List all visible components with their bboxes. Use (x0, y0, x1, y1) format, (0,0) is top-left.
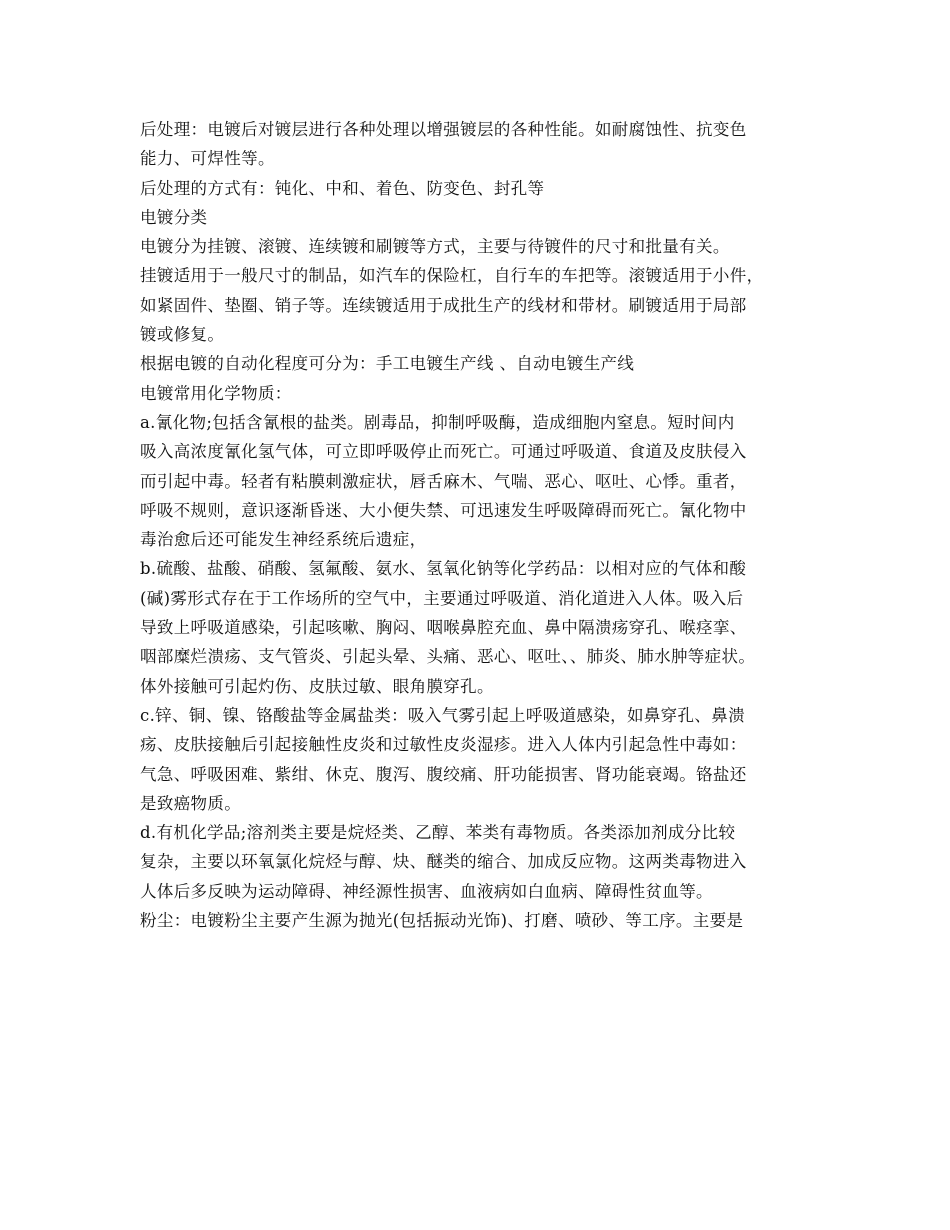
text-line: 能力、可焊性等。 (140, 149, 275, 169)
text-line: 电镀分为挂镀、滚镀、连续镀和刷镀等方式，主要与待镀件的尺寸和批量有关。 (140, 237, 730, 257)
text-line: 复杂，主要以环氧氯化烷烃与醇、炔、醚类的缩合、加成反应物。这两类毒物进入 (140, 852, 747, 872)
text-line: 体外接触可引起灼伤、皮肤过敏、眼角膜穿孔。 (140, 676, 494, 696)
text-line: 电镀常用化学物质： (140, 383, 292, 403)
text-line: 导致上呼吸道感染，引起咳嗽、胸闷、咽喉鼻腔充血、鼻中隔溃疡穿孔、喉痉挛、 (140, 618, 747, 638)
text-line: 咽部糜烂溃疡、支气管炎、引起头晕、头痛、恶心、呕吐、、肺炎、肺水肿等症状。 (140, 647, 756, 667)
text-line: 疡、皮肤接触后引起接触性皮炎和过敏性皮炎湿疹。进入人体内引起急性中毒如： (140, 735, 747, 755)
text-line: 呼吸不规则，意识逐渐昏迷、大小便失禁、可迅速发生呼吸障碍而死亡。氰化物中 (140, 500, 747, 520)
text-line: 气急、呼吸困难、紫绀、休克、腹泻、腹绞痛、肝功能损害、肾功能衰竭。铬盐还 (140, 764, 747, 784)
text-line: 后处理：电镀后对镀层进行各种处理以增强镀层的各种性能。如耐腐蚀性、抗变色 (140, 120, 747, 139)
text-line: 吸入高浓度氰化氢气体，可立即呼吸停止而死亡。可通过呼吸道、食道及皮肤侵入 (140, 442, 747, 462)
text-line: 毒治愈后还可能发生神经系统后遗症， (140, 530, 427, 550)
text-line: 是致癌物质。 (140, 793, 242, 813)
text-line: 粉尘：电镀粉尘主要产生源为抛光(包括振动光饰)、打磨、喷砂、等工序。主要是 (140, 911, 744, 931)
text-line: a.氰化物;包括含氰根的盐类。剧毒品，抑制呼吸酶，造成细胞内窒息。短时间内 (140, 412, 735, 432)
text-line: 镀或修复。 (140, 325, 225, 345)
text-line: 后处理的方式有：钝化、中和、着色、防变色、封孔等 (140, 178, 545, 198)
text-line: b.硫酸、盐酸、硝酸、氢氟酸、氨水、氢氧化钠等化学药品：以相对应的气体和酸 (140, 559, 747, 579)
text-line: 电镀分类 (140, 207, 208, 227)
text-line: d.有机化学品;溶剂类主要是烷烃类、乙醇、苯类有毒物质。各类添加剂成分比较 (140, 823, 736, 843)
document-body (140, 115, 830, 935)
text-line: 如紧固件、垫圈、销子等。连续镀适用于成批生产的线材和带材。刷镀适用于局部 (140, 295, 747, 315)
text-line: 根据电镀的自动化程度可分为：手工电镀生产线 、自动电镀生产线 (140, 354, 635, 374)
text-line: 人体后多反映为运动障碍、神经源性损害、血液病如白血病、障碍性贫血等。 (140, 881, 713, 901)
text-line: (碱)雾形式存在于工作场所的空气中，主要通过呼吸道、消化道进入人体。吸入后 (140, 588, 744, 608)
text-line: 挂镀适用于一般尺寸的制品，如汽车的保险杠，自行车的车把等。滚镀适用于小件， (140, 266, 764, 286)
text-line: c.锌、铜、镍、铬酸盐等金属盐类：吸入气雾引起上呼吸道感染，如鼻穿孔、鼻溃 (140, 705, 745, 725)
text-line: 而引起中毒。轻者有粘膜刺激症状，唇舌麻木、气喘、恶心、呕吐、心悸。重者， (140, 471, 747, 491)
